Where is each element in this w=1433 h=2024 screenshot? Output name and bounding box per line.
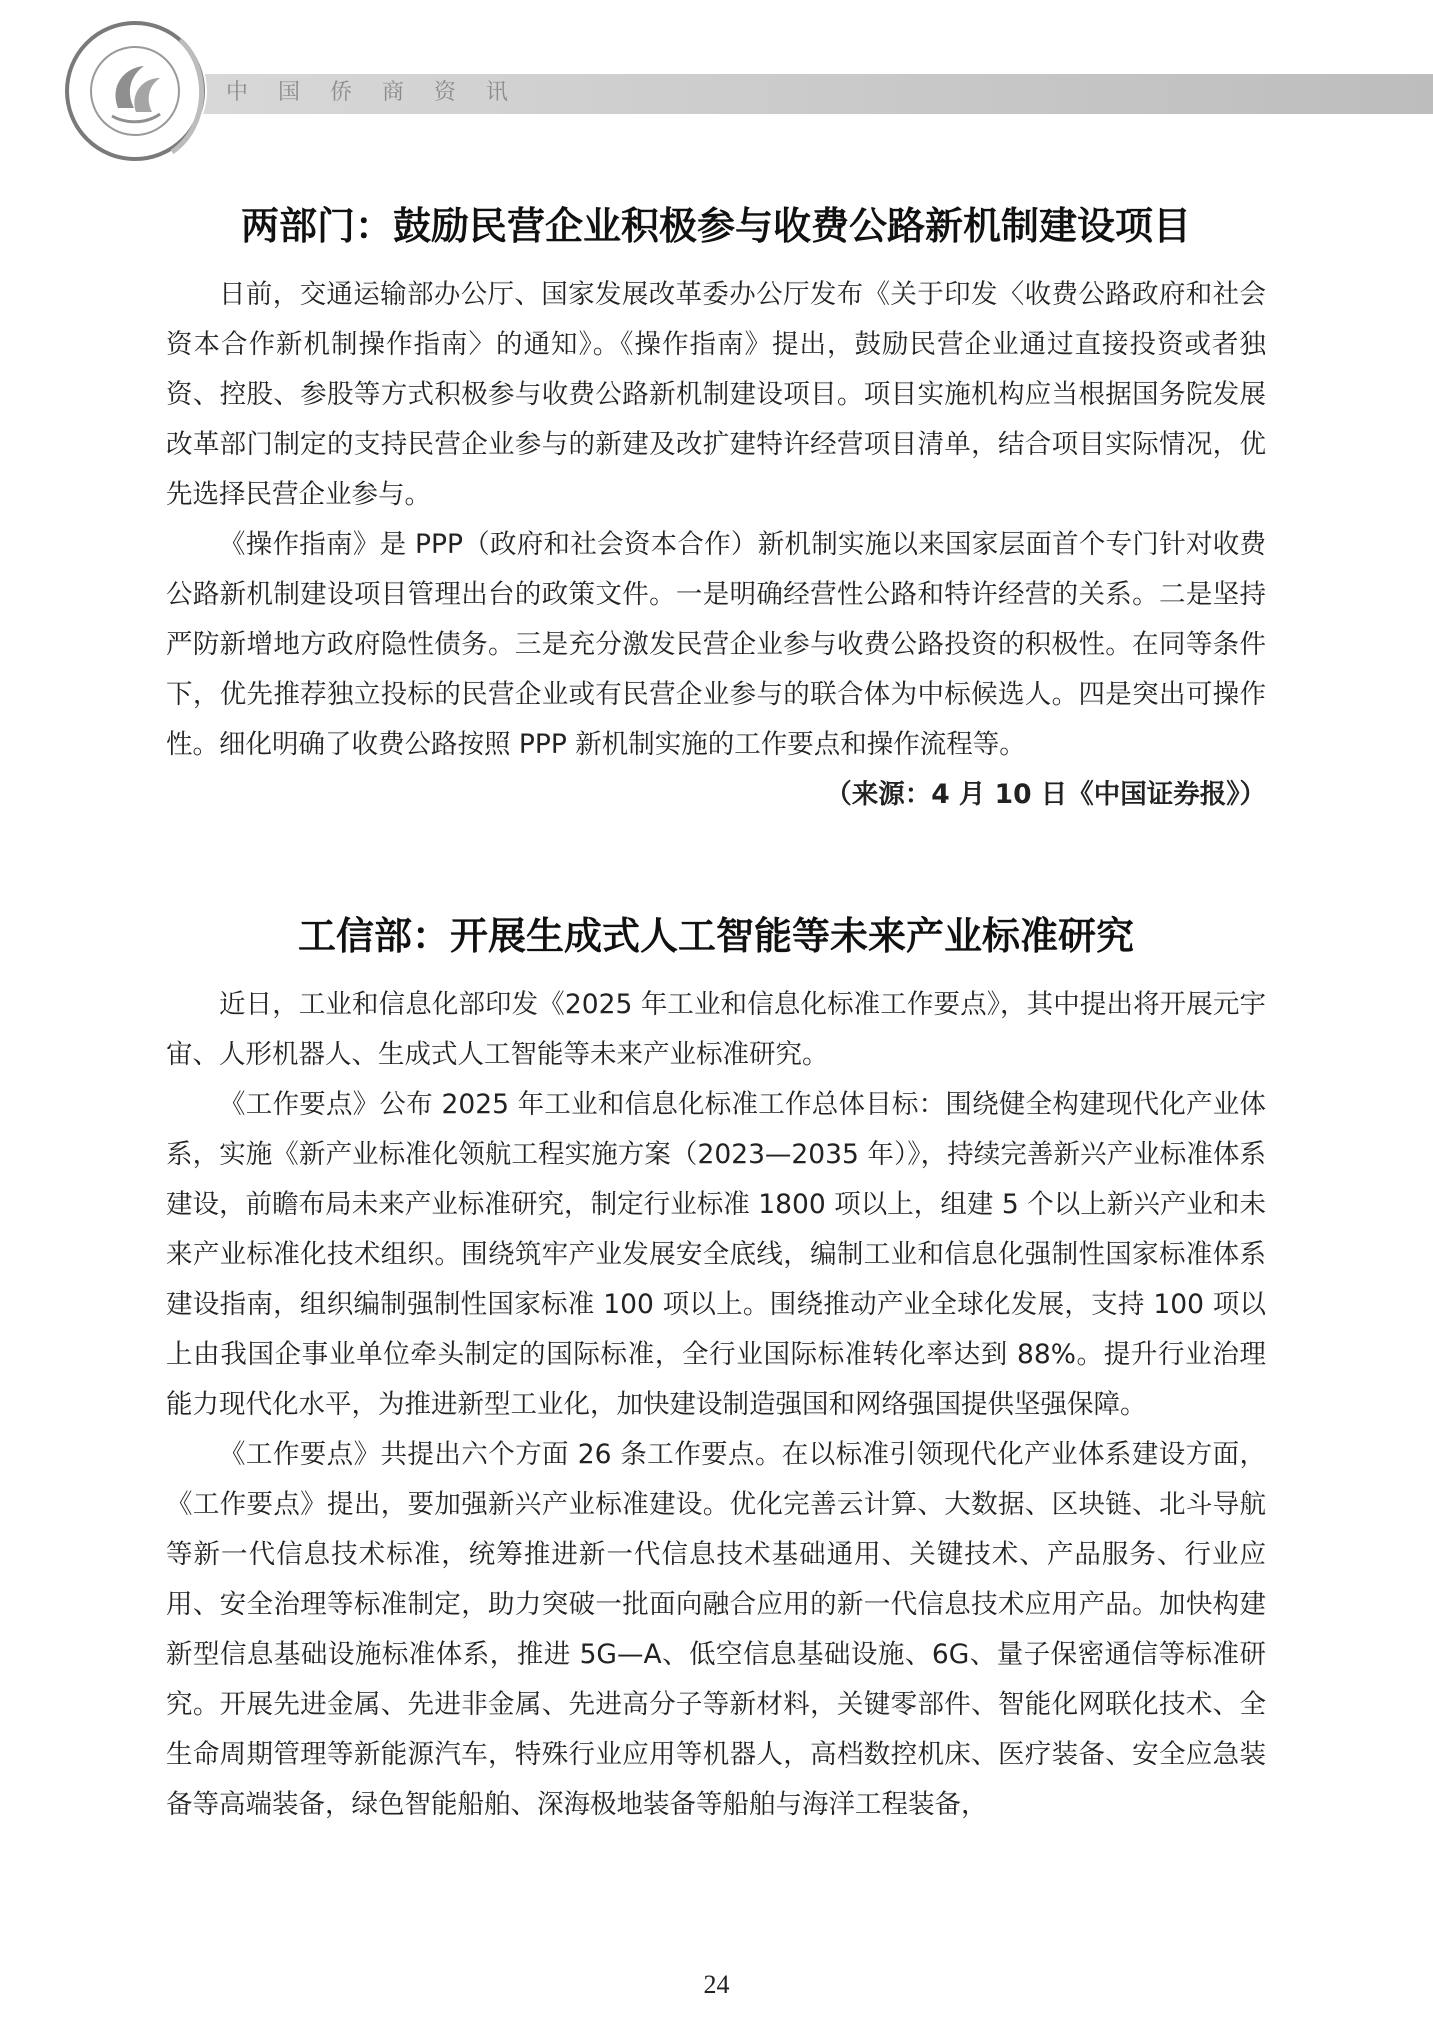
article-ai-standards — [166, 910, 1266, 1830]
article-headline: 工信部：开展生成式人工智能等未来产业标准研究 — [297, 914, 1134, 958]
article-paragraph: 近日，工业和信息化部印发《2025 年工业和信息化标准工作要点》，其中提出将开展元宇宙、人形机器人、生成式人工智能等未来产业标准研究。 — [166, 989, 1266, 1070]
article-paragraph: 《操作指南》是 PPP（政府和社会资本合作）新机制实施以来国家层面首个专门针对收费公路新机制建设项目管理出台的政策文件。一是明确经营性公路和特许经营的关系。二是坚持严防新增地方政府隐性债务。三是充分激发民营企业参与收费公路投资的积极性。在同等条件下，优先推荐独立投标的民营企业或有民营企业参与的联合体为中标候选人。四是突出可操作性。细化明确了收费公路按照 PPP 新机制实施的工作要点和操作流程等。 — [166, 529, 1266, 760]
article-paragraph: 《工作要点》公布 2025 年工业和信息化标准工作总体目标：围绕健全构建现代化产业体系，实施《新产业标准化领航工程实施方案（2023—2035 年）》，持续完善新兴产业标准体系建设，前瞻布局未来产业标准研究，制定行业标准 1800 项以上，组建 5 个以上新兴产业和未来产业标准化技术组织。围绕筑牢产业发展安全底线，编制工业和信息化强制性国家标准体系建设指南，组织编制强制性国家标准 100 项以上。围绕推动产业全球化发展，支持 100 项以上由我国企事业单位牵头制定的国际标准，全行业国际标准转化率达到 88%。提升行业治理能力现代化水平，为推进新型工业化，加快建设制造强国和网络强国提供坚强保障。 — [166, 1089, 1266, 1420]
header-title: 中国侨商资讯 — [226, 80, 539, 105]
article-source: （来源：4 月 10 日《中国证券报》） — [825, 779, 1266, 810]
article-paragraph: 《工作要点》共提出六个方面 26 条工作要点。在以标准引领现代化产业体系建设方面，《工作要点》提出，要加强新兴产业标准建设。优化完善云计算、大数据、区块链、北斗导航等新一代信息技术标准，统筹推进新一代信息技术基础通用、关键技术、产品服务、行业应用、安全治理等标准制定，助力突破一批面向融合应用的新一代信息技术应用产品。加快构建新型信息基础设施标准体系，推进 5G—A、低空信息基础设施、6G、量子保密通信等标准研究。开展先进金属、先进非金属、先进高分子等新材料，关键零部件、智能化网联化技术、全生命周期管理等新能源汽车，特殊行业应用等机器人，高档数控机床、医疗装备、安全应急装备等高端装备，绿色智能船舶、深海极地装备等船舶与海洋工程装备， — [166, 1439, 1266, 1820]
logo-icon — [60, 16, 210, 166]
article-headline: 两部门：鼓励民营企业积极参与收费公路新机制建设项目 — [240, 204, 1191, 248]
article-paragraph: 日前，交通运输部办公厅、国家发展改革委办公厅发布《关于印发〈收费公路政府和社会资本合作新机制操作指南〉的通知》。《操作指南》提出，鼓励民营企业通过直接投资或者独资、控股、参股等方式积极参与收费公路新机制建设项目。项目实施机构应当根据国务院发展改革部门制定的支持民营企业参与的新建及改扩建特许经营项目清单，结合项目实际情况，优先选择民营企业参与。 — [166, 279, 1266, 510]
page-number: 24 — [703, 1970, 730, 1999]
article-toll-road — [166, 200, 1266, 820]
